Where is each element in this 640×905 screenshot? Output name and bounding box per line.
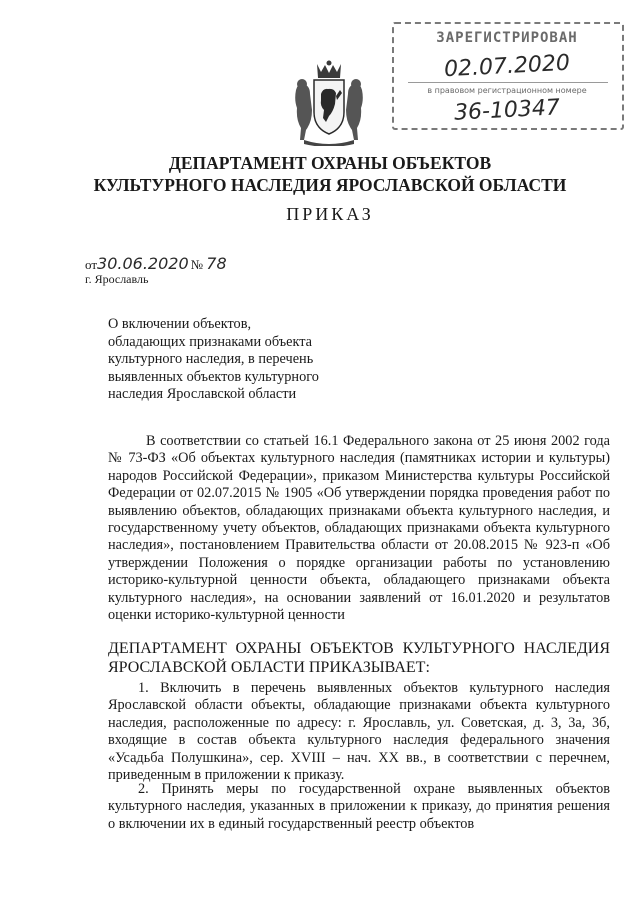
stamp-registration-number: 36-10347 xyxy=(453,95,561,126)
city-line: г. Ярославль xyxy=(85,272,149,286)
from-label: от xyxy=(85,257,98,272)
clause-1-paragraph: 1. Включить в перечень выявленных объектов культурного наследия Ярославской области объекты, обладающие признаками объекта культурного наследия, расположенные по адресу: г. Ярославль, ул. Советская, д. 3, 3а, 3б, входящие в состав объекта культурного наследия федерального значения «Усадьба Полушкина», сер. XVIII – нач. XX вв., в соответствии с перечнем, приведенным в приложении к приказу. xyxy=(108,680,610,784)
department-heading-line-2: КУЛЬТУРНОГО НАСЛЕДИЯ ЯРОСЛАВСКОЙ ОБЛАСТИ xyxy=(93,175,567,195)
decree-statement: ДЕПАРТАМЕНТ ОХРАНЫ ОБЪЕКТОВ КУЛЬТУРНОГО НАСЛЕДИЯ ЯРОСЛАВСКОЙ ОБЛАСТИ ПРИКАЗЫВАЕТ: xyxy=(108,640,610,676)
department-heading xyxy=(60,152,600,196)
department-heading-line-1: ДЕПАРТАМЕНТ ОХРАНЫ ОБЪЕКТОВ xyxy=(168,153,492,173)
coat-of-arms-emblem xyxy=(290,60,368,146)
preamble-paragraph: В соответствии со статьей 16.1 Федерального закона от 25 июня 2002 года № 73-ФЗ «Об объектах культурного наследия (памятниках истории и культуры) народов Российской Федерации», приказом Министерства культуры Российской Федерации от 02.07.2015 № 1905 «Об утверждении порядка проведения работ по выявлению объектов, обладающих признаками объекта культурного наследия, и государственному учету объектов, обладающих признаками объекта культурного наследия», постановлением Правительства области от 20.08.2015 № 923-п «Об утверждении Положения о порядке организации работы по установлению историко-культурной ценности объекта, обладающего признаками объекта культурного наследия», на основании заявлений от 16.01.2020 и результатов оценки историко-культурной ценности xyxy=(108,433,610,624)
stamp-registration-date: 02.07.2020 xyxy=(443,50,571,83)
order-date-number-line xyxy=(85,254,227,273)
handwritten-order-date: 30.06.2020 xyxy=(97,254,189,273)
subject-line: выявленных объектов культурного xyxy=(108,368,319,385)
subject-line: культурного наследия, в перечень xyxy=(108,351,314,368)
stamp-divider xyxy=(408,82,608,83)
number-label: № xyxy=(190,257,204,272)
document-type-title: ПРИКАЗ xyxy=(286,204,374,224)
subject-line: наследия Ярославской области xyxy=(108,386,297,403)
subject-line: О включении объектов, xyxy=(108,316,252,332)
subject-line: обладающих признаками объекта xyxy=(108,333,313,350)
stamp-title: ЗАРЕГИСТРИРОВАН xyxy=(436,30,578,46)
handwritten-order-number: 78 xyxy=(206,254,227,273)
registration-stamp xyxy=(392,22,624,130)
clause-2-paragraph: 2. Принять меры по государственной охране выявленных объектов культурного наследия, указанных в приложении к приказу, до принятия решения о включении их в единый государственный реестр объектов xyxy=(108,781,610,832)
stamp-caption: в правовом регистрационном номере xyxy=(427,86,587,95)
order-subject xyxy=(108,316,408,404)
